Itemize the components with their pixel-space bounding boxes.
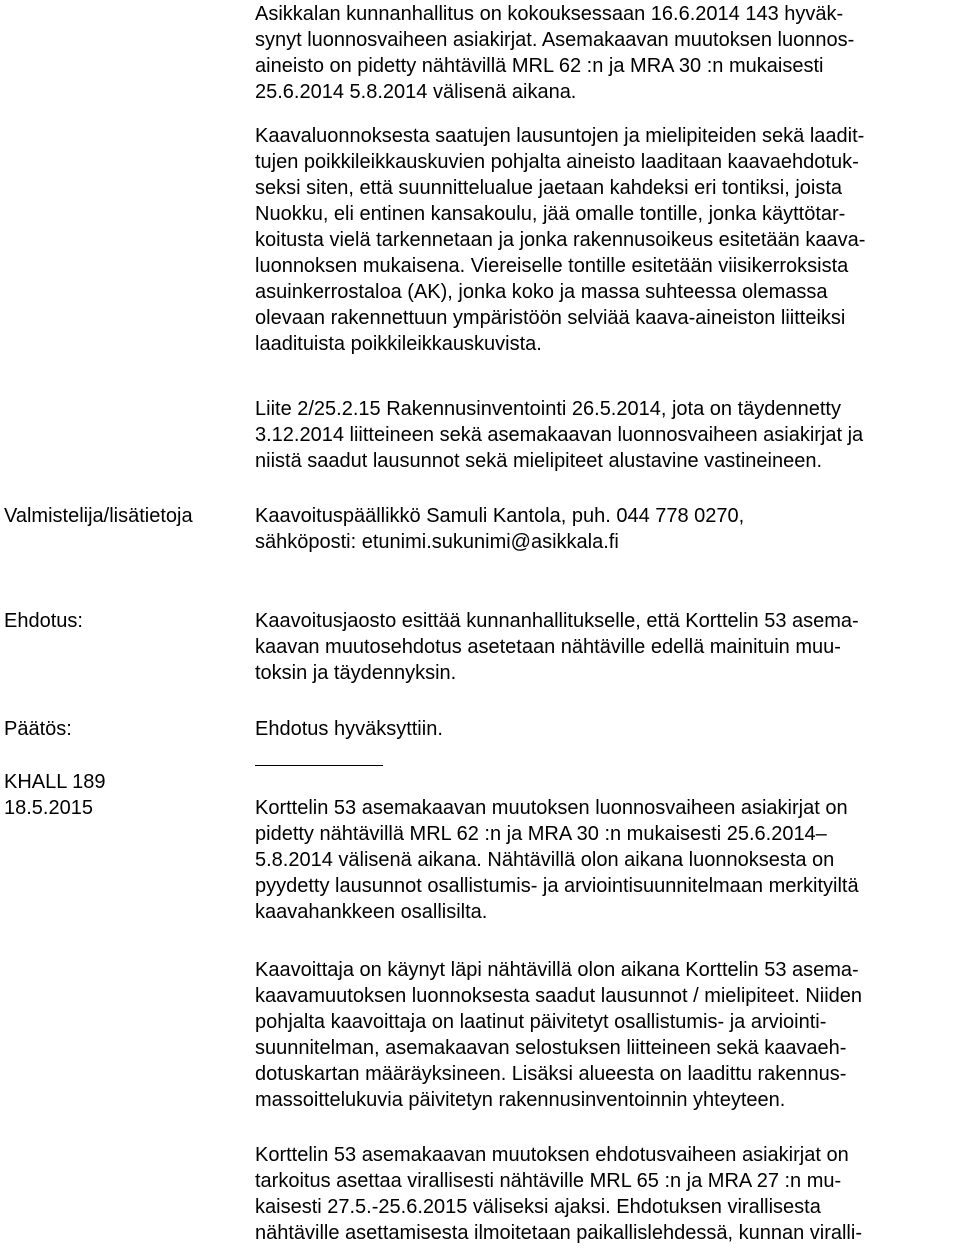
text-line: Asikkalan kunnanhallitus on kokouksessaan 16.6.2014 143 hyväk- [255,3,844,25]
text-line: laadituista poikkileikkauskuvista. [255,333,542,355]
text-line: Nuokku, eli entinen kansakoulu, jää omalle tontille, jonka käyttötar- [255,203,846,225]
khall-paragraph-2 [255,957,862,1113]
text-line: Korttelin 53 asemakaavan muutoksen luonnosvaiheen asiakirjat on [255,797,848,819]
text-line: pyydetty lausunnot osallistumis- ja arviointisuunnitelmaan merkityiltä [255,875,859,897]
text-line: 5.8.2014 välisenä aikana. Nähtävillä olon aikana luonnoksesta on [255,849,835,871]
text-line: koitusta vielä tarkennetaan ja jonka rakennusoikeus esitetään kaava- [255,229,866,251]
label-text: Valmistelija/lisätietoja [4,505,193,527]
text-line: Korttelin 53 asemakaavan muutoksen ehdotusvaiheen asiakirjat on [255,1144,849,1166]
proposal-text [255,608,859,686]
text-line: pohjalta kaavoittaja on laatinut päivitetyt osallistumis- ja arviointi- [255,1011,827,1033]
text-line: Kaavoituspäällikkö Samuli Kantola, puh. 044 778 0270, [255,505,745,527]
text-line: tarkoitus asettaa virallisesti nähtäville MRL 65 :n ja MRA 27 :n mu- [255,1170,842,1192]
text-line: 3.12.2014 liitteineen sekä asemakaavan luonnosvaiheen asiakirjat ja [255,424,864,446]
text-line: Liite 2/25.2.15 Rakennusinventointi 26.5.2014, jota on täydennetty [255,398,841,420]
body-paragraph [255,123,865,357]
label-text: Päätös: [4,718,72,740]
text-line: toksin ja täydennyksin. [255,662,457,684]
text-line: aineisto on pidetty nähtävillä MRL 62 :n ja MRA 30 :n mukaisesti [255,55,824,77]
text-line: Kaavaluonnoksesta saatujen lausuntojen ja mielipiteiden sekä laadit- [255,125,865,147]
meeting-date: 18.5.2015 [4,797,93,819]
text-line: niistä saadut lausunnot sekä mielipiteet alustavine vastineineen. [255,450,823,472]
text-line: sähköposti: etunimi.sukunimi@asikkala.fi [255,531,619,553]
text-line: asuinkerrostaloa (AK), jonka koko ja massa suhteessa olemassa [255,281,828,303]
text-line: Kaavoittaja on käynyt läpi nähtävillä olon aikana Korttelin 53 asema- [255,959,859,981]
intro-paragraph [255,1,854,105]
text-line: nähtäville asettamisesta ilmoitetaan paikallislehdessä, kunnan viralli- [255,1222,862,1244]
preparer-label [4,503,193,529]
separator-rule [255,765,383,766]
text-line: massoittelukuvia päivitetyn rakennusinventoinnin yhteyteen. [255,1089,786,1111]
khall-paragraph-3 [255,1142,862,1246]
text-line: kaavahankkeen osallisilta. [255,901,488,923]
meeting-reference [4,769,106,821]
text-line: kaavan muutosehdotus asetetaan nähtäville edellä mainituin muu- [255,636,841,658]
label-text: Ehdotus: [4,610,83,632]
khall-paragraph-1 [255,795,859,925]
decision-label [4,716,72,742]
text-line: olevaan rakennettuun ympäristöön selviää kaava-aineiston liitteiksi [255,307,846,329]
text-line: tujen poikkileikkauskuvien pohjalta aineisto laaditaan kaavaehdotuk- [255,151,859,173]
text-line: Kaavoitusjaosto esittää kunnanhallitukselle, että Korttelin 53 asema- [255,610,859,632]
text-line: 25.6.2014 5.8.2014 välisenä aikana. [255,81,577,103]
text-line: synyt luonnosvaiheen asiakirjat. Asemakaavan muutoksen luonnos- [255,29,855,51]
attachment-note [255,396,863,474]
text-line: suunnitelman, asemakaavan selostuksen liitteineen sekä kaavaeh- [255,1037,847,1059]
meeting-ref: KHALL 189 [4,771,106,793]
text-line: pidetty nähtävillä MRL 62 :n ja MRA 30 :n mukaisesti 25.6.2014– [255,823,827,845]
text-line: kaavamuutoksen luonnoksesta saadut lausunnot / mielipiteet. Niiden [255,985,863,1007]
text-line: seksi siten, että suunnittelualue jaetaan kahdeksi eri tontiksi, joista [255,177,843,199]
proposal-label [4,608,83,634]
preparer-info [255,503,744,555]
text-line: kaisesti 27.5.-25.6.2015 väliseksi ajaksi. Ehdotuksen virallisesta [255,1196,821,1218]
text-line: Ehdotus hyväksyttiin. [255,718,443,740]
decision-text [255,716,443,742]
text-line: dotuskartan määräyksineen. Lisäksi alueesta on laadittu rakennus- [255,1063,847,1085]
text-line: luonnoksen mukaisena. Viereiselle tontille esitetään viisikerroksista [255,255,849,277]
